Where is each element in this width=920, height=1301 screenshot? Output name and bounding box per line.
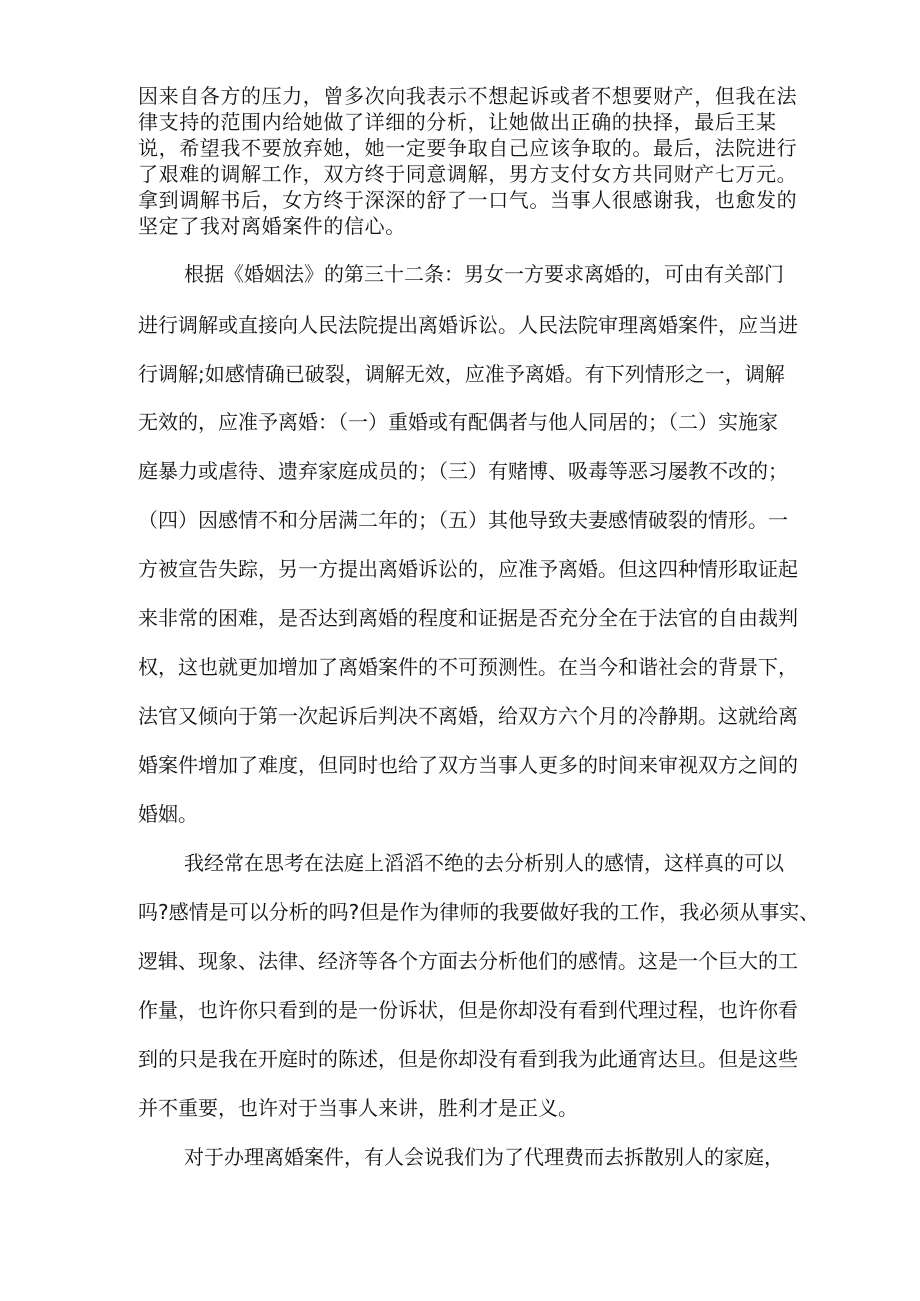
- text-line: 进行调解或直接向人民法院提出离婚诉讼。人民法院审理离婚案件，应当进: [138, 313, 798, 337]
- text-line: 婚姻。: [138, 802, 198, 826]
- text-line: 方被宣告失踪，另一方提出离婚诉讼的，应准予离婚。但这四种情形取证起: [138, 557, 798, 581]
- text-line: 婚案件增加了难度，但同时也给了双方当事人更多的时间来审视双方之间的: [138, 753, 798, 777]
- text-line: 坚定了我对离婚案件的信心。: [138, 214, 406, 238]
- text-line: 拿到调解书后，女方终于深深的舒了一口气。当事人很感谢我，也愈发的: [138, 188, 798, 212]
- paragraph-first-line: 根据《婚姻法》的第三十二条：男女一方要求离婚的，可由有关部门: [184, 262, 784, 286]
- text-line: 法官又倾向于第一次起诉后判决不离婚，给双方六个月的冷静期。这就给离: [138, 704, 798, 728]
- text-line: 吗?感情是可以分析的吗?但是作为律师的我要做好我的工作，我必须从事实、: [138, 900, 820, 924]
- text-line: 权，这也就更加增加了离婚案件的不可预测性。在当今和谐社会的背景下，: [138, 655, 798, 679]
- text-line: （四）因感情不和分居满二年的；（五）其他导致夫妻感情破裂的情形。一: [138, 508, 788, 532]
- text-line: 来非常的困难，是否达到离婚的程度和证据是否充分全在于法官的自由裁判: [138, 606, 798, 630]
- paragraph-first-line: 对于办理离婚案件，有人会说我们为了代理费而去拆散别人的家庭，: [184, 1145, 784, 1169]
- text-line: 了艰难的调解工作，双方终于同意调解，男方支付女方共同财产七万元。: [138, 162, 798, 186]
- text-line: 作量，也许你只看到的是一份诉状，但是你却没有看到代理过程，也许你看: [138, 998, 798, 1022]
- text-line: 说，希望我不要放弃她，她一定要争取自己应该争取的。最后，法院进行: [138, 136, 798, 160]
- text-line: 逻辑、现象、法律、经济等各个方面去分析他们的感情。这是一个巨大的工: [138, 949, 798, 973]
- text-line: 因来自各方的压力，曾多次向我表示不想起诉或者不想要财产，但我在法: [138, 84, 798, 108]
- text-line: 无效的，应准予离婚：（一）重婚或有配偶者与他人同居的；（二）实施家: [138, 410, 778, 434]
- text-line: 律支持的范围内给她做了详细的分析，让她做出正确的抉择，最后王某: [138, 110, 777, 134]
- paragraph-first-line: 我经常在思考在法庭上滔滔不绝的去分析别人的感情，这样真的可以: [184, 851, 784, 875]
- text-line: 庭暴力或虐待、遗弃家庭成员的；（三）有赌博、吸毒等恶习屡教不改的；: [138, 459, 788, 483]
- text-line: 到的只是我在开庭时的陈述，但是你却没有看到我为此通宵达旦。但是这些: [138, 1047, 798, 1071]
- text-line: 并不重要，也许对于当事人来讲，胜利才是正义。: [138, 1096, 578, 1120]
- text-line: 行调解;如感情确已破裂，调解无效，应准予离婚。有下列情形之一，调解: [138, 362, 785, 386]
